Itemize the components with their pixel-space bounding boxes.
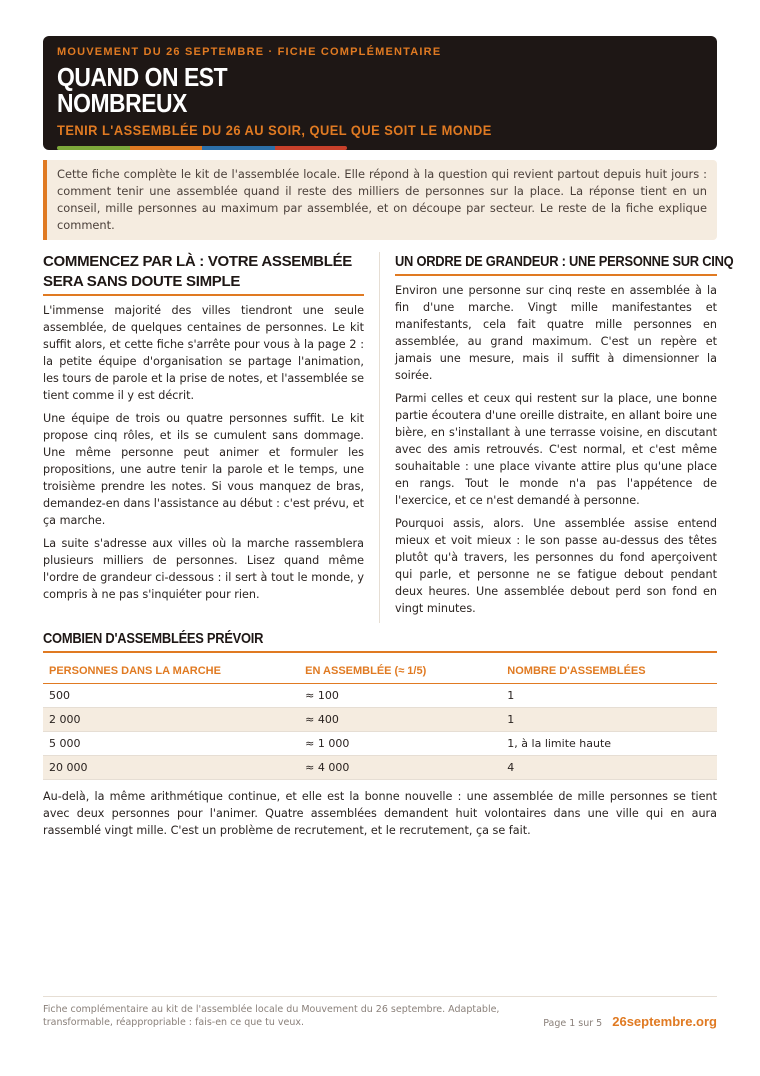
table-cell: ≈ 100 <box>299 684 501 708</box>
stripe-segment-green <box>57 146 130 150</box>
right-heading <box>395 252 734 276</box>
right-paragraph: Parmi celles et ceux qui restent sur la place, une bonne partie écoutera d'une oreille distraite, en allant boire une bière, en s'installant à une terrasse voisine, en discutant avec des amis retrouvés. C'est normal, et c'est même souhaitable : une place vivante attire plus qu'une place en rangs. Tout le monde n'a pas l'appétence de l'exercice, et ce n'est demandé à personne. <box>395 392 717 507</box>
right-paragraph: Environ une personne sur cinq reste en assemblée à la fin d'une marche. Vingt mille manifestantes et manifestants, cela fait quatre mille personnes en assemblée, au grand maximum. C'est un repère et jamais une mesure, mais il suffit à dimensionner la soirée. <box>395 284 717 382</box>
left-paragraph: Une équipe de trois ou quatre personnes suffit. Le kit propose cinq rôles, et ils se cumulent sans dommage. Une même personne peut animer et formuler les propositions, une autre tenir la parole et le temps, une troisième prendre les notes. Si vous manquez de bras, demandez-en dans l'assistance au début : c'est prévu, et ça marche. <box>43 412 364 527</box>
page-number: Page 1 sur 5 <box>543 1018 603 1029</box>
page-title: QUAND ON EST NOMBREUX <box>57 62 228 118</box>
table-cell: 500 <box>43 684 299 708</box>
two-columns <box>43 252 734 623</box>
header-banner <box>43 36 717 150</box>
table-cell: 1 <box>501 684 717 708</box>
page-subtitle: TENIR L'ASSEMBLÉE DU 26 AU SOIR, QUEL QUE SOIT LE MONDE <box>57 122 492 138</box>
table-row <box>43 708 717 732</box>
table-row <box>43 684 717 708</box>
column-header: EN ASSEMBLÉE (≈ 1/5) <box>299 659 501 684</box>
column-header: PERSONNES DANS LA MARCHE <box>43 659 299 684</box>
table-cell: ≈ 1 000 <box>299 732 501 756</box>
table-row <box>43 732 717 756</box>
header-kicker: MOUVEMENT DU 26 SEPTEMBRE · FICHE COMPLÉMENTAIRE <box>57 46 442 58</box>
table-cell: 1, à la limite haute <box>501 732 717 756</box>
footer-note: Fiche complémentaire au kit de l'assemblée locale du Mouvement du 26 septembre. Adaptable, transformable, réappropriable : fais-en ce que tu veux. <box>43 1004 500 1028</box>
table-row <box>43 756 717 780</box>
table-heading <box>43 629 717 653</box>
left-paragraph: La suite s'adresse aux villes où la marche rassemblera plusieurs milliers de personnes. Lisez quand même l'ordre de grandeur ci-dessous : il sert à tout le monde, y compris à ne pas s'inquiéter pour rien. <box>43 537 364 601</box>
table-heading-text: COMBIEN D'ASSEMBLÉES PRÉVOIR <box>43 630 264 647</box>
table-header-row <box>43 659 717 684</box>
left-column <box>43 252 380 623</box>
table-cell: 20 000 <box>43 756 299 780</box>
stripe-segment-blue <box>202 146 275 150</box>
stripe-segment-red <box>275 146 348 150</box>
color-stripe <box>57 146 347 150</box>
table-cell: 2 000 <box>43 708 299 732</box>
table-cell: 4 <box>501 756 717 780</box>
footer-right <box>543 1014 717 1029</box>
assemblies-section <box>43 629 717 839</box>
left-paragraph: L'immense majorité des villes tiendront une seule assemblée, de quelques centaines de personnes. Le kit suffit alors, et cette fiche s'arrête pour vous à la page 2 : la petite équipe d'organisation se partage l'animation, les tours de parole et la prise de notes, et l'assemblée se tient comme il y est décrit. <box>43 304 364 402</box>
right-heading-text: UN ORDRE DE GRANDEUR : UNE PERSONNE SUR CINQ <box>395 253 734 270</box>
table-cell: 5 000 <box>43 732 299 756</box>
stripe-segment-orange <box>130 146 203 150</box>
intro-callout: Cette fiche complète le kit de l'assemblée locale. Elle répond à la question qui revient partout depuis huit jours : comment tenir une assemblée quand il reste des milliers de personnes sur la place. La réponse tient en un conseil, mille personnes au maximum par assemblée, et on découpe par secteur. Le reste de la fiche explique comment. <box>43 160 717 240</box>
left-heading-text: COMMENCEZ PAR LÀ : VOTRE ASSEMBLÉE SERA SANS DOUTE SIMPLE <box>43 253 352 290</box>
right-column <box>380 252 734 623</box>
right-paragraph: Pourquoi assis, alors. Une assemblée assise entend mieux et voit mieux : le son passe au-dessus des têtes plutôt qu'à travers, les personnes du fond aperçoivent qui parle, et personne ne se fatigue debout pendant deux heures. Une assemblée debout perd son fond en vingt minutes. <box>395 517 717 615</box>
table-cell: ≈ 400 <box>299 708 501 732</box>
table-followup-paragraph: Au-delà, la même arithmétique continue, et elle est la bonne nouvelle : une assemblée de mille personnes se tient avec deux personnes pour l'animer. Quatre assemblées demandent huit volontaires dans une ville qui en aura rassemblé vingt mille. C'est un problème de recrutement, et le recrutement, ça se fait. <box>43 790 717 837</box>
site-link[interactable]: 26septembre.org <box>612 1014 717 1029</box>
column-header: NOMBRE D'ASSEMBLÉES <box>501 659 717 684</box>
left-heading <box>43 252 364 296</box>
page-footer <box>43 996 717 1029</box>
table-cell: 1 <box>501 708 717 732</box>
assemblies-table <box>43 659 717 780</box>
page <box>43 36 734 845</box>
table-cell: ≈ 4 000 <box>299 756 501 780</box>
